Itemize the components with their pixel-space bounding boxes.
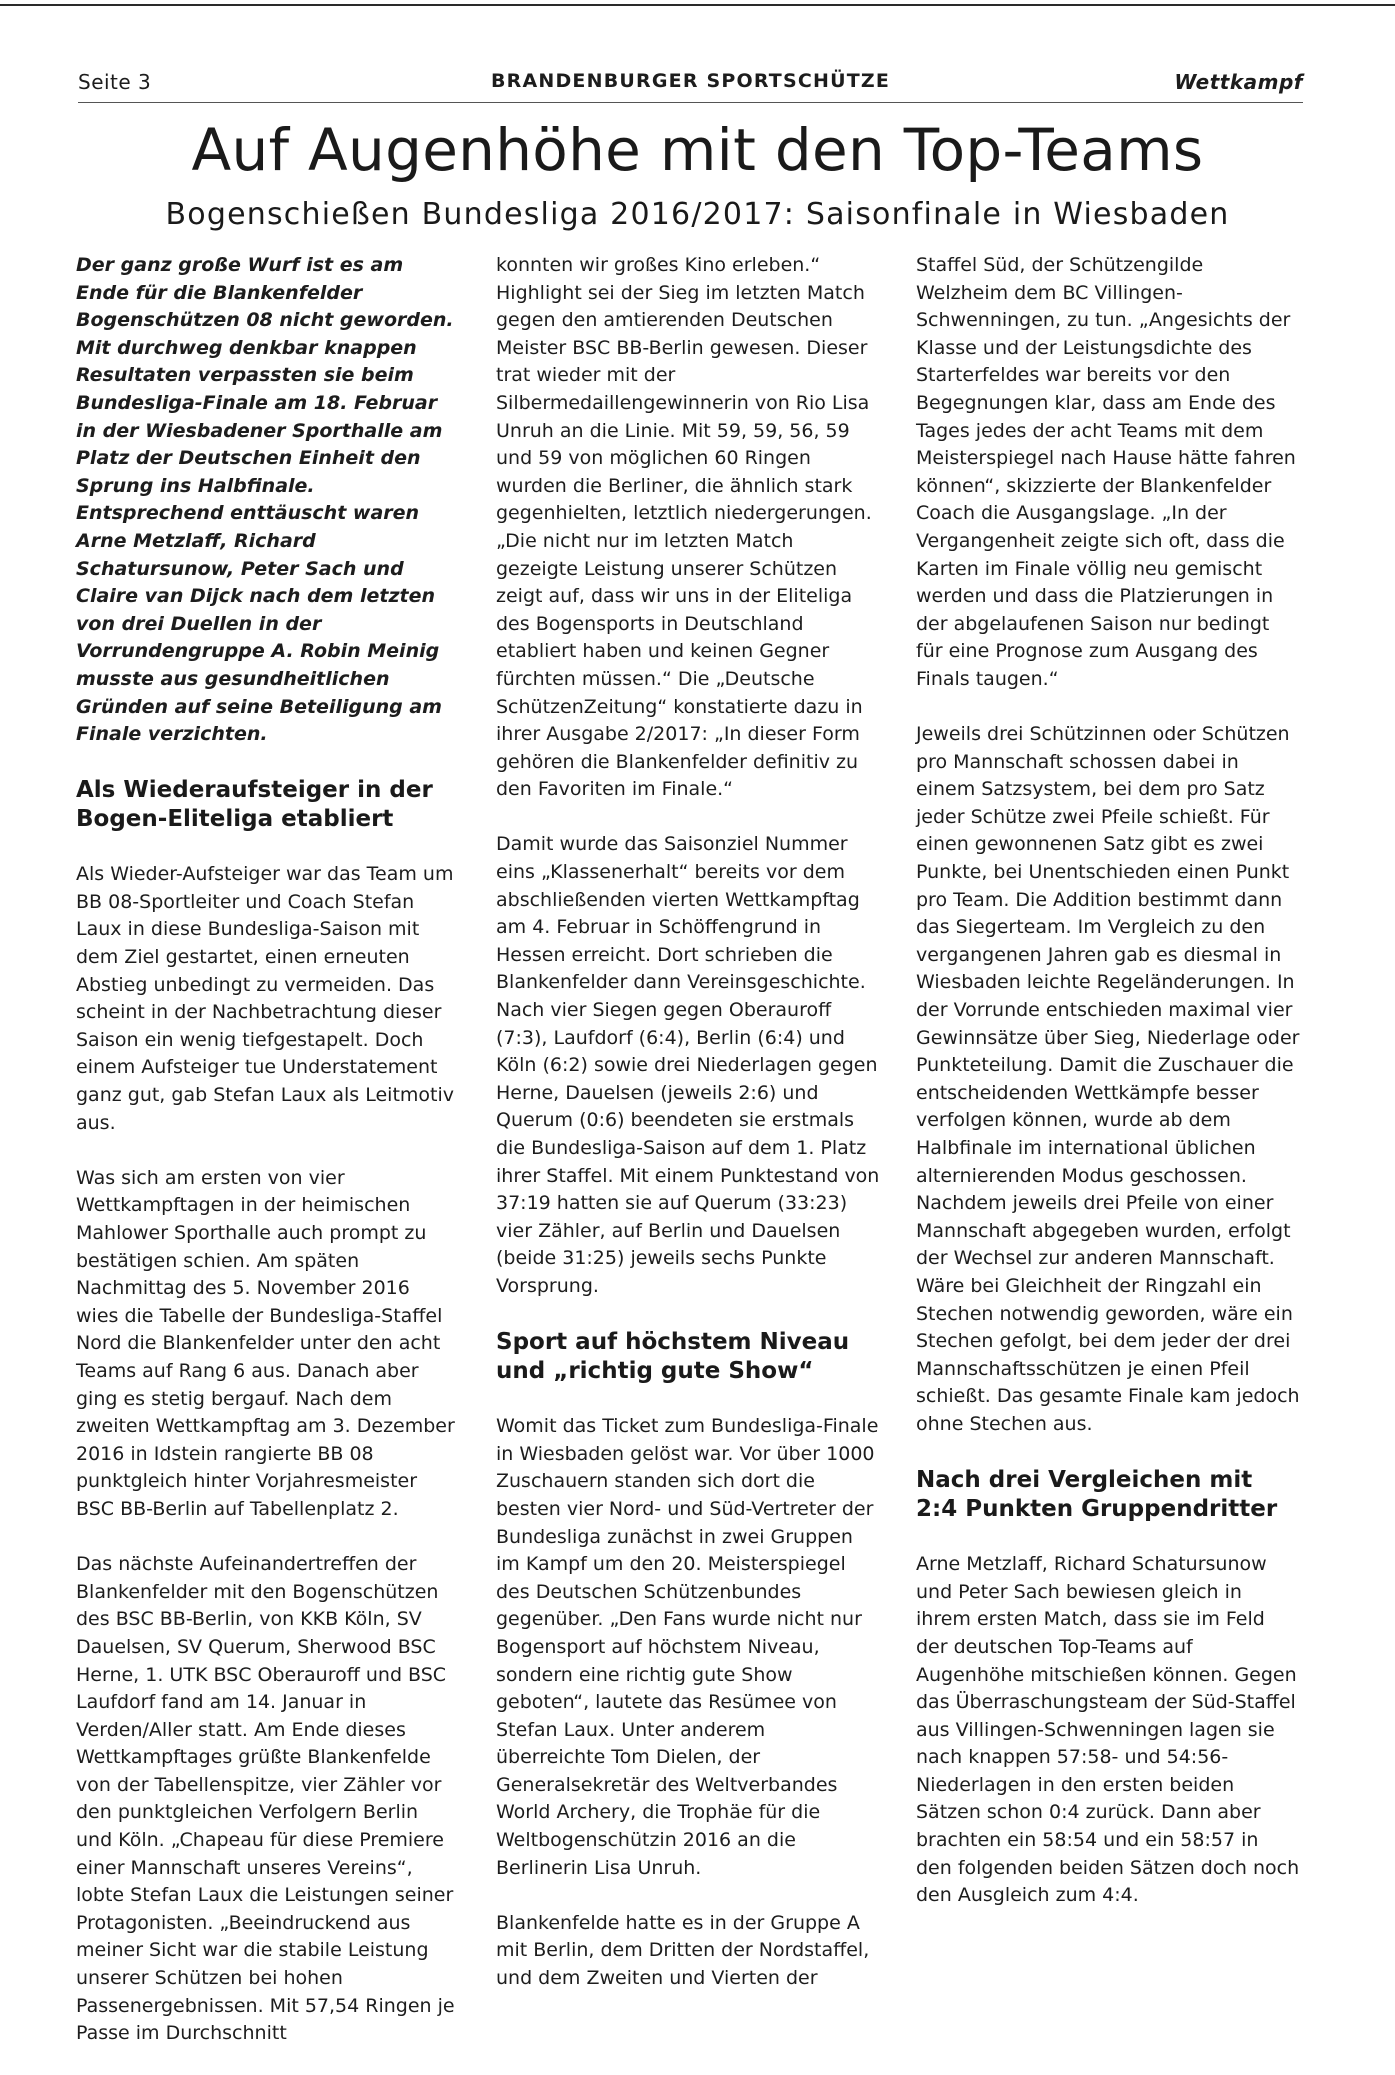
paragraph: Jeweils drei Schützinnen oder Schützen pro Mannschaft schossen dabei in einem Satzsystem, bei dem pro Satz jeder Schütze zwei Pfeile schießt. Für einen gewonnenen Satz gibt es zwei Punkte, bei Unentschieden einen Punkt pro Team. Die Addition bestimmt dann das Siegerteam. Im Vergleich zu den vergangenen Jahren gab es diesmal in Wiesbaden leichte Regeländerungen. In der Vorrunde entschieden maximal vier Gewinnsätze über Sieg, Niederlage oder Punkteteilung. Damit die Zuschauer die entscheidenden Wettkämpfe besser verfolgen können, wurde ab dem Halbfinale im international üblichen alternierenden Modus geschossen. Nachdem jeweils drei Pfeile von einer Mannschaft abgegeben wurden, erfolgt der Wechsel zur anderen Mannschaft. Wäre bei Gleichheit der Ringzahl ein Stechen notwendig geworden, wäre ein Stechen gefolgt, bei dem jeder der drei Mannschaftsschützen je einen Pfeil schießt. Das gesamte Finale kam jedoch ohne Stechen aus. — [916, 723, 1300, 1435]
paragraph: Staffel Süd, der Schützengilde Welzheim dem BC Villingen-Schwenningen, zu tun. „Angesichts der Klasse und der Leistungsdichte des Starterfeldes war bereits vor den Begegnungen klar, dass am Ende des Tages jedes der acht Teams mit dem Meisterspiegel nach Hause hätte fahren können“, skizzierte der Blankenfelder Coach die Ausgangslage. „In der Vergangenheit zeigte sich oft, dass die Karten im Finale völlig neu gemischt werden und dass die Platzierungen in der abgelaufenen Saison nur bedingt für eine Prognose zum Ausgang des Finals taugen.“ — [916, 254, 1296, 690]
paragraph: konnten wir großes Kino erleben.“ Highlight sei der Sieg im letzten Match gegen den amtierenden Deutschen Meister BSC BB-Berlin gewesen. Dieser trat wieder mit der Silbermedaillengewinnerin von Rio Lisa Unruh an die Linie. Mit 59, 59, 56, 59 und 59 von möglichen 60 Ringen wurden die Berliner, die ähnlich stark gegenhielten, letztlich niedergerungen. „Die nicht nur im letzten Match gezeigte Leistung unserer Schützen zeigt auf, dass wir uns in der Eliteliga des Bogensports in Deutschland etabliert haben und keinen Gegner fürchten müssen.“ Die „Deutsche SchützenZeitung“ konstatierte dazu in ihrer Ausgabe 2/2017: „In dieser Form gehören die Blankenfelder definitiv zu den Favoriten im Finale.“ — [496, 254, 872, 801]
article-lead: Der ganz große Wurf ist es am Ende für die Blankenfelder Bogenschützen 08 nicht geworden. Mit durchweg denkbar knappen Resultaten verpassten sie beim Bundesliga-Finale am 18. Februar in der Wiesbadener Sporthalle am Platz der Deutschen Einheit den Sprung ins Halbfinale. Entsprechend enttäuscht waren Arne Metzlaff, Richard Schatursunow, Peter Sach und Claire van Dijck nach dem letzten von drei Duellen in der Vorrundengruppe A. Robin Meinig musste aus gesundheitlichen Gründen auf seine Beteiligung am Finale verzichten. — [76, 254, 454, 746]
section-label: Wettkampf — [1174, 70, 1303, 94]
paragraph: Damit wurde das Saisonziel Nummer eins „Klassenerhalt“ bereits vor dem abschließenden vierten Wettkampftag am 4. Februar in Schöffengrund in Hessen erreicht. Dort schrieben die Blankenfelder dann Vereinsgeschichte. Nach vier Siegen gegen Oberauroff (7:3), Laufdorf (6:4), Berlin (6:4) und Köln (6:2) sowie drei Niederlagen gegen Herne, Dauelsen (jeweils 2:6) und Querum (0:6) beendeten sie erstmals die Bundesliga-Saison auf dem 1. Platz ihrer Staffel. Mit einem Punktestand von 37:19 hatten sie auf Querum (33:23) vier Zähler, auf Berlin und Dauelsen (beide 31:25) jeweils sechs Punkte Vorsprung. — [496, 833, 880, 1297]
section-heading: Als Wiederaufsteiger in der Bogen-Eliteliga etabliert — [76, 777, 433, 833]
section-heading: Sport auf höchstem Niveau und „richtig gute Show“ — [496, 1329, 850, 1385]
column-3 — [916, 252, 1300, 1937]
article-headline: Auf Augenhöhe mit den Top-Teams — [191, 116, 1204, 184]
section-heading: Nach drei Vergleichen mit 2:4 Punkten Gruppendritter — [916, 1467, 1278, 1523]
column-2 — [496, 252, 880, 2020]
publication-name: BRANDENBURGER SPORTSCHÜTZE — [490, 70, 891, 92]
paragraph: Blankenfelde hatte es in der Gruppe A mit Berlin, dem Dritten der Nordstaffel, und dem Zweiten und Vierten der — [496, 1911, 870, 1990]
running-head — [78, 70, 1303, 98]
top-rule — [0, 4, 1395, 6]
paragraph: Das nächste Aufeinandertreffen der Blankenfelder mit den Bogenschützen des BSC BB-Berlin, von KKB Köln, SV Dauelsen, SV Querum, Sherwood BSC Herne, 1. UTK BSC Oberauroff und BSC Laufdorf fand am 14. Januar in Verden/Aller statt. Am Ende dieses Wettkampftages grüßte Blankenfelde von der Tabellenspitze, vier Zähler vor den punktgleichen Verfolgern Berlin und Köln. „Chapeau für diese Premiere einer Mannschaft unseres Vereins“, lobte Stefan Laux die Leistungen seiner Protagonisten. „Beeindruckend aus meiner Sicht war die stabile Leistung unserer Schützen bei hohen Passenergebnissen. Mit 57,54 Ringen je Passe im Durchschnitt — [76, 1553, 455, 2045]
column-1 — [76, 252, 458, 2075]
page-number: Seite 3 — [78, 70, 152, 94]
header-rule — [78, 102, 1303, 103]
paragraph: Als Wieder-Aufsteiger war das Team um BB 08-Sportleiter und Coach Stefan Laux in diese Bundesliga-Saison mit dem Ziel gestartet, einen erneuten Abstieg unbedingt zu vermeiden. Das scheint in der Nachbetrachtung dieser Saison ein wenig tiefgestapelt. Doch einem Aufsteiger tue Understatement ganz gut, gab Stefan Laux als Leitmotiv aus. — [76, 863, 454, 1134]
paragraph: Arne Metzlaff, Richard Schatursunow und Peter Sach bewiesen gleich in ihrem ersten Match, dass sie im Feld der deutschen Top-Teams auf Augenhöhe mitschießen können. Gegen das Überraschungsteam der Süd-Staffel aus Villingen-Schwenningen lagen sie nach knappen 57:58- und 54:56-Niederlagen in den ersten beiden Sätzen schon 0:4 zurück. Dann aber brachten ein 58:54 und ein 58:57 in den folgenden beiden Sätzen doch noch den Ausgleich zum 4:4. — [916, 1553, 1300, 1907]
paragraph: Was sich am ersten von vier Wettkampftagen in der heimischen Mahlower Sporthalle auch prompt zu bestätigen schien. Am späten Nachmittag des 5. November 2016 wies die Tabelle der Bundesliga-Staffel Nord die Blankenfelder unter den acht Teams auf Rang 6 aus. Danach aber ging es stetig bergauf. Nach dem zweiten Wettkampftag am 3. Dezember 2016 in Idstein rangierte BB 08 punktgleich hinter Vorjahresmeister BSC BB-Berlin auf Tabellenplatz 2. — [76, 1166, 455, 1520]
article-subheadline: Bogenschießen Bundesliga 2016/2017: Saisonfinale in Wiesbaden — [165, 197, 1230, 232]
paragraph: Womit das Ticket zum Bundesliga-Finale in Wiesbaden gelöst war. Vor über 1000 Zuschauern standen sich dort die besten vier Nord- und Süd-Vertreter der Bundesliga zunächst in zwei Gruppen im Kampf um den 20. Meisterspiegel des Deutschen Schützenbundes gegenüber. „Den Fans wurde nicht nur Bogensport auf höchstem Niveau, sondern eine richtig gute Show geboten“, lautete das Resümee von Stefan Laux. Unter anderem überreichte Tom Dielen, der Generalsekretär des Weltverbandes World Archery, die Trophäe für die Weltbogenschützin 2016 an die Berlinerin Lisa Unruh. — [496, 1415, 879, 1879]
